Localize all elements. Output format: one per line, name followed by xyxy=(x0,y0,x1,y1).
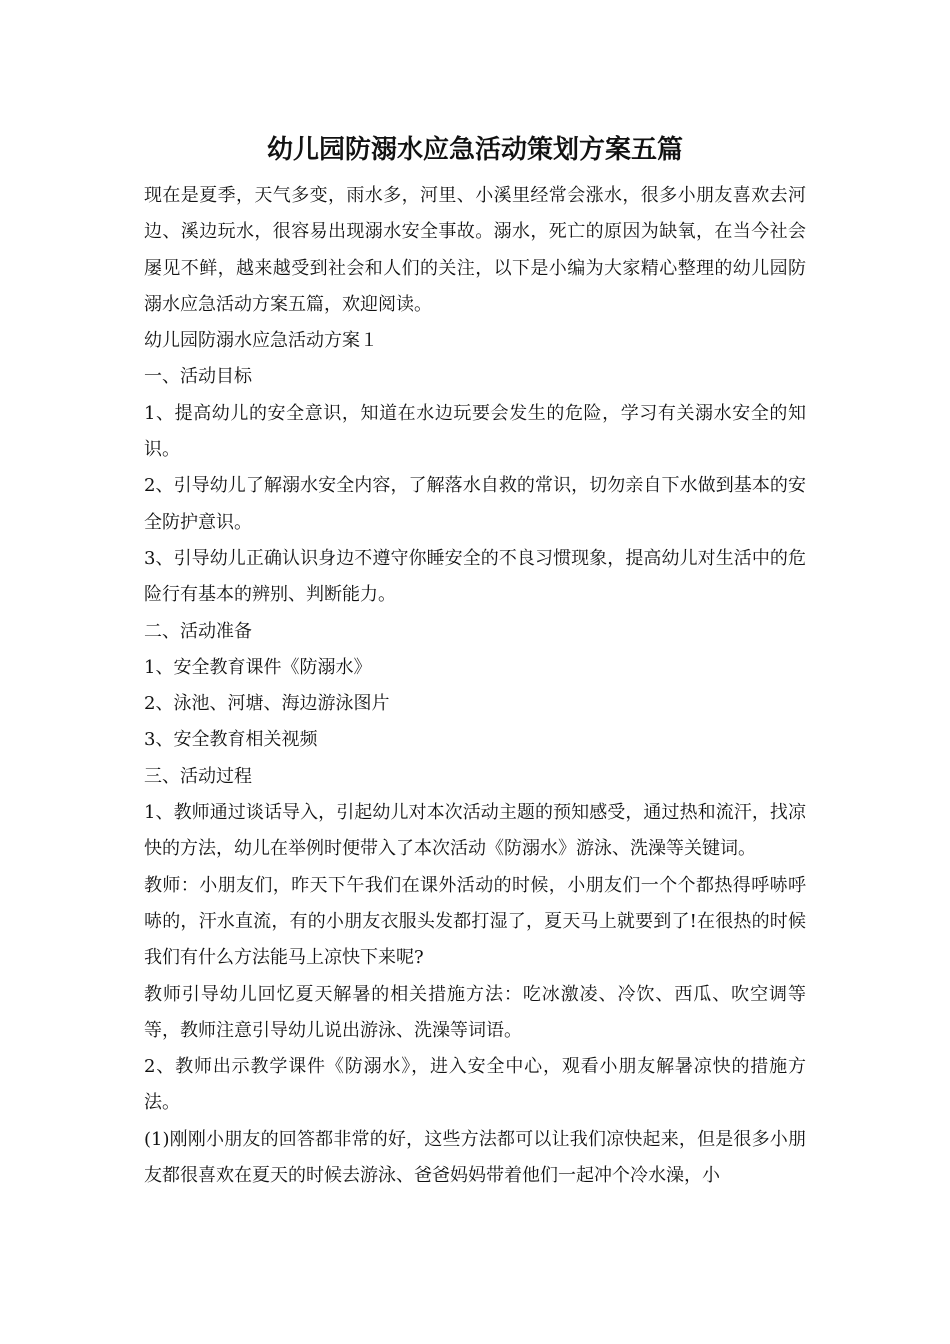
preparation-item-1: 1、安全教育课件《防溺水》 xyxy=(144,656,372,678)
teacher-guidance: 教师引导幼儿回忆夏天解暑的相关措施方法：吃冰激凌、冷饮、西瓜、吹空调等等，教师注意引导幼儿说出游泳、洗澡等词语。 xyxy=(144,983,806,1041)
preparation-item-3: 3、安全教育相关视频 xyxy=(144,729,318,751)
heading-activity-preparation: 二、活动准备 xyxy=(144,620,252,642)
process-subitem-1: (1)刚刚小朋友的回答都非常的好，这些方法都可以让我们凉快起来，但是很多小朋友都很喜欢在夏天的时候去游泳、爸爸妈妈带着他们一起冲个冷水澡，小 xyxy=(144,1128,806,1187)
document-page xyxy=(144,130,806,1194)
teacher-dialogue: 教师：小朋友们，昨天下午我们在课外活动的时候，小朋友们一个个都热得呼哧呼哧的，汗水直流，有的小朋友衣服头发都打湿了，夏天马上就要到了!在很热的时候我们有什么方法能马上凉快下来呢? xyxy=(144,874,806,969)
heading-activity-process: 三、活动过程 xyxy=(144,765,252,787)
process-item-1: 1、教师通过谈话导入，引起幼儿对本次活动主题的预知感受，通过热和流汗，找凉快的方法，幼儿在举例时便带入了本次活动《防溺水》游泳、洗澡等关键词。 xyxy=(144,802,806,860)
intro-paragraph: 现在是夏季，天气多变，雨水多，河里、小溪里经常会涨水，很多小朋友喜欢去河边、溪边玩水，很容易出现溺水安全事故。溺水，死亡的原因为缺氧，在当今社会屡见不鲜，越来越受到社会和人们的关注，以下是小编为大家精心整理的幼儿园防溺水应急活动方案五篇，欢迎阅读。 xyxy=(144,185,806,315)
goal-item-2: 2、引导幼儿了解溺水安全内容，了解落水自救的常识，切勿亲自下水做到基本的安全防护意识。 xyxy=(144,475,806,533)
section-heading-plan-1: 幼儿园防溺水应急活动方案１ xyxy=(144,330,378,352)
preparation-item-2: 2、泳池、河塘、海边游泳图片 xyxy=(144,693,390,715)
process-item-2: 2、教师出示教学课件《防溺水》，进入安全中心，观看小朋友解暑凉快的措施方法。 xyxy=(144,1056,806,1114)
heading-activity-goals: 一、活动目标 xyxy=(144,366,252,388)
goal-item-3: 3、引导幼儿正确认识身边不遵守你睡安全的不良习惯现象，提高幼儿对生活中的危险行有基本的辨别、判断能力。 xyxy=(144,547,806,606)
document-title: 幼儿园防溺水应急活动策划方案五篇 xyxy=(266,135,683,165)
goal-item-1: 1、提高幼儿的安全意识，知道在水边玩要会发生的危险，学习有关溺水安全的知识。 xyxy=(144,402,806,461)
